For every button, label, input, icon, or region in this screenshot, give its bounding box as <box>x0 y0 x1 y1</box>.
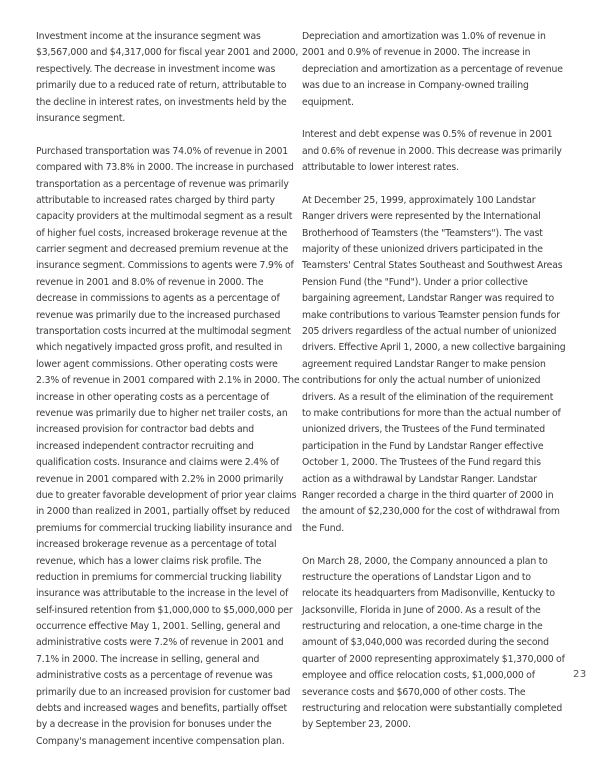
text-line: drivers. Effective April 1, 2000, a new collective bargaining <box>302 342 566 354</box>
text-line: attributable to increased rates charged by third party <box>36 194 275 206</box>
text-line: the decline in interest rates, on investments held by the <box>36 96 287 108</box>
text-line: action as a withdrawal by Landstar Ranger. Landstar <box>302 473 537 485</box>
text-line: revenue in 2001 and 8.0% of revenue in 2000. The <box>36 276 264 288</box>
text-line: 2001 and 0.9% of revenue in 2000. The increase in <box>302 47 531 59</box>
text-line: was due to an increase in Company-owned trailing <box>302 80 529 92</box>
text-line: primarily due to an increased provision for customer bad <box>36 686 291 698</box>
text-line: due to greater favorable development of prior year claims <box>36 489 297 501</box>
text-line: transportation as a percentage of revenue was primarily <box>36 178 289 190</box>
text-line: Depreciation and amortization was 1.0% of revenue in <box>302 31 546 42</box>
text-line: the amount of $2,230,000 for the cost of withdrawal from <box>302 506 560 518</box>
left-paragraph-1 <box>36 29 308 127</box>
text-line: administrative costs as a percentage of revenue was <box>36 670 273 682</box>
text-line: Teamsters' Central States Southeast and Southwest Areas <box>302 260 563 272</box>
text-line: increased independent contractor recruiting and <box>36 440 254 452</box>
text-line: restructuring and relocation were substantially completed <box>302 703 563 715</box>
text-line: depreciation and amortization as a percentage of revenue <box>302 63 563 75</box>
text-line: relocate its headquarters from Madisonville, Kentucky to <box>302 588 555 600</box>
text-line: amount of $3,040,000 was recorded during the second <box>302 637 549 649</box>
text-line: October 1, 2000. The Trustees of the Fund regard this <box>302 457 541 469</box>
text-line: revenue, which has a lower claims risk profile. The <box>36 555 262 567</box>
text-line: respectively. The decrease in investment income was <box>36 63 276 75</box>
right-text-column <box>302 29 582 750</box>
text-line: majority of these unionized drivers participated in the <box>302 244 543 256</box>
text-line: agreement required Landstar Ranger to make pension <box>302 358 546 370</box>
text-line: Purchased transportation was 74.0% of revenue in 2001 <box>36 145 289 157</box>
text-line: the Fund. <box>302 522 345 534</box>
text-line: Investment income at the insurance segment was <box>36 31 261 42</box>
text-line: and 0.6% of revenue in 2000. This decrease was primarily <box>302 145 562 157</box>
text-line: to make contributions for more than the actual number of <box>302 407 561 419</box>
text-line: make contributions to various Teamster pension funds for <box>302 309 560 321</box>
text-line: Company's management incentive compensation plan. <box>36 735 285 747</box>
text-line: drivers. As a result of the elimination of the requirement <box>302 391 554 403</box>
text-line: transportation costs incurred at the multimodal segment <box>36 326 291 338</box>
text-line: of higher fuel costs, increased brokerage revenue at the <box>36 227 288 239</box>
text-line: 2.3% of revenue in 2001 compared with 2.1% in 2000. The <box>36 375 300 387</box>
text-line: Interest and debt expense was 0.5% of revenue in 2001 <box>302 129 553 141</box>
text-line: self-insured retention from $1,000,000 to $5,000,000 per <box>36 604 293 616</box>
text-line: 205 drivers regardless of the actual number of unionized <box>302 326 557 338</box>
text-line: which negatively impacted gross profit, and resulted in <box>36 342 283 354</box>
text-line: revenue in 2001 compared with 2.2% in 2000 primarily <box>36 473 284 485</box>
text-line: premiums for commercial trucking liability insurance and <box>36 522 293 534</box>
text-line: administrative costs were 7.2% of revenue in 2001 and <box>36 637 284 649</box>
text-line: Pension Fund (the "Fund"). Under a prior collective <box>302 276 528 288</box>
text-line: bargaining agreement, Landstar Ranger was required to <box>302 293 555 305</box>
text-line: increased brokerage revenue as a percentage of total <box>36 539 277 551</box>
text-line: $3,567,000 and $4,317,000 for fiscal year 2001 and 2000, <box>36 47 299 59</box>
text-line: Ranger drivers were represented by the International <box>302 211 541 223</box>
text-line: revenue was primarily due to the increased purchased <box>36 309 281 321</box>
text-line: decrease in commissions to agents as a percentage of <box>36 293 280 305</box>
text-line: capacity providers at the multimodal segment as a result <box>36 211 293 223</box>
text-line: unionized drivers, the Trustees of the Fund terminated <box>302 424 545 436</box>
text-line: On March 28, 2000, the Company announced a plan to <box>302 555 548 567</box>
text-line: Jacksonville, Florida in June of 2000. As a result of the <box>302 604 541 616</box>
text-line: revenue was primarily due to higher net trailer costs, an <box>36 407 288 419</box>
page-number: 23 <box>573 669 587 680</box>
text-line: severance costs and $670,000 of other costs. The <box>302 686 526 698</box>
text-line: equipment. <box>302 96 354 108</box>
text-line: increased provision for contractor bad debts and <box>36 424 255 436</box>
text-line: qualification costs. Insurance and claims were 2.4% of <box>36 457 279 469</box>
text-line: restructuring and relocation, a one-time charge in the <box>302 621 543 633</box>
right-paragraph-4 <box>302 554 582 734</box>
text-line: insurance segment. <box>36 112 126 124</box>
left-paragraph-2 <box>36 144 308 750</box>
text-line: by a decrease in the provision for bonuses under the <box>36 719 272 731</box>
text-line: increase in other operating costs as a percentage of <box>36 391 269 403</box>
text-line: carrier segment and decreased premium revenue at the <box>36 244 289 256</box>
left-text-column <box>36 29 308 767</box>
text-line: quarter of 2000 representing approximately $1,370,000 of <box>302 653 565 665</box>
text-line: contributions for only the actual number of unionized <box>302 375 541 387</box>
text-line: occurrence effective May 1, 2001. Selling, general and <box>36 621 281 633</box>
text-line: primarily due to a reduced rate of return, attributable to <box>36 80 287 92</box>
text-line: insurance was attributable to the increase in the level of <box>36 588 289 600</box>
text-line: in 2000 than realized in 2001, partially offset by reduced <box>36 506 290 518</box>
text-line: debts and increased wages and benefits, partially offset <box>36 703 288 715</box>
text-line: insurance segment. Commissions to agents were 7.9% of <box>36 260 294 272</box>
text-line: reduction in premiums for commercial trucking liability <box>36 571 282 583</box>
text-line: 7.1% in 2000. The increase in selling, general and <box>36 653 260 665</box>
text-line: Brotherhood of Teamsters (the "Teamsters"). The vast <box>302 227 543 239</box>
text-line: Ranger recorded a charge in the third quarter of 2000 in <box>302 489 554 501</box>
text-line: by September 23, 2000. <box>302 719 411 731</box>
text-line: At December 25, 1999, approximately 100 Landstar <box>302 194 536 206</box>
right-paragraph-1 <box>302 29 582 111</box>
text-line: employee and office relocation costs, $1,000,000 of <box>302 670 535 682</box>
text-line: participation in the Fund by Landstar Ranger effective <box>302 440 544 452</box>
text-line: attributable to lower interest rates. <box>302 162 459 174</box>
right-paragraph-3 <box>302 193 582 537</box>
text-line: restructure the operations of Landstar Ligon and to <box>302 571 531 583</box>
text-line: lower agent commissions. Other operating costs were <box>36 358 278 370</box>
right-paragraph-2 <box>302 127 582 176</box>
text-line: compared with 73.8% in 2000. The increase in purchased <box>36 162 294 174</box>
